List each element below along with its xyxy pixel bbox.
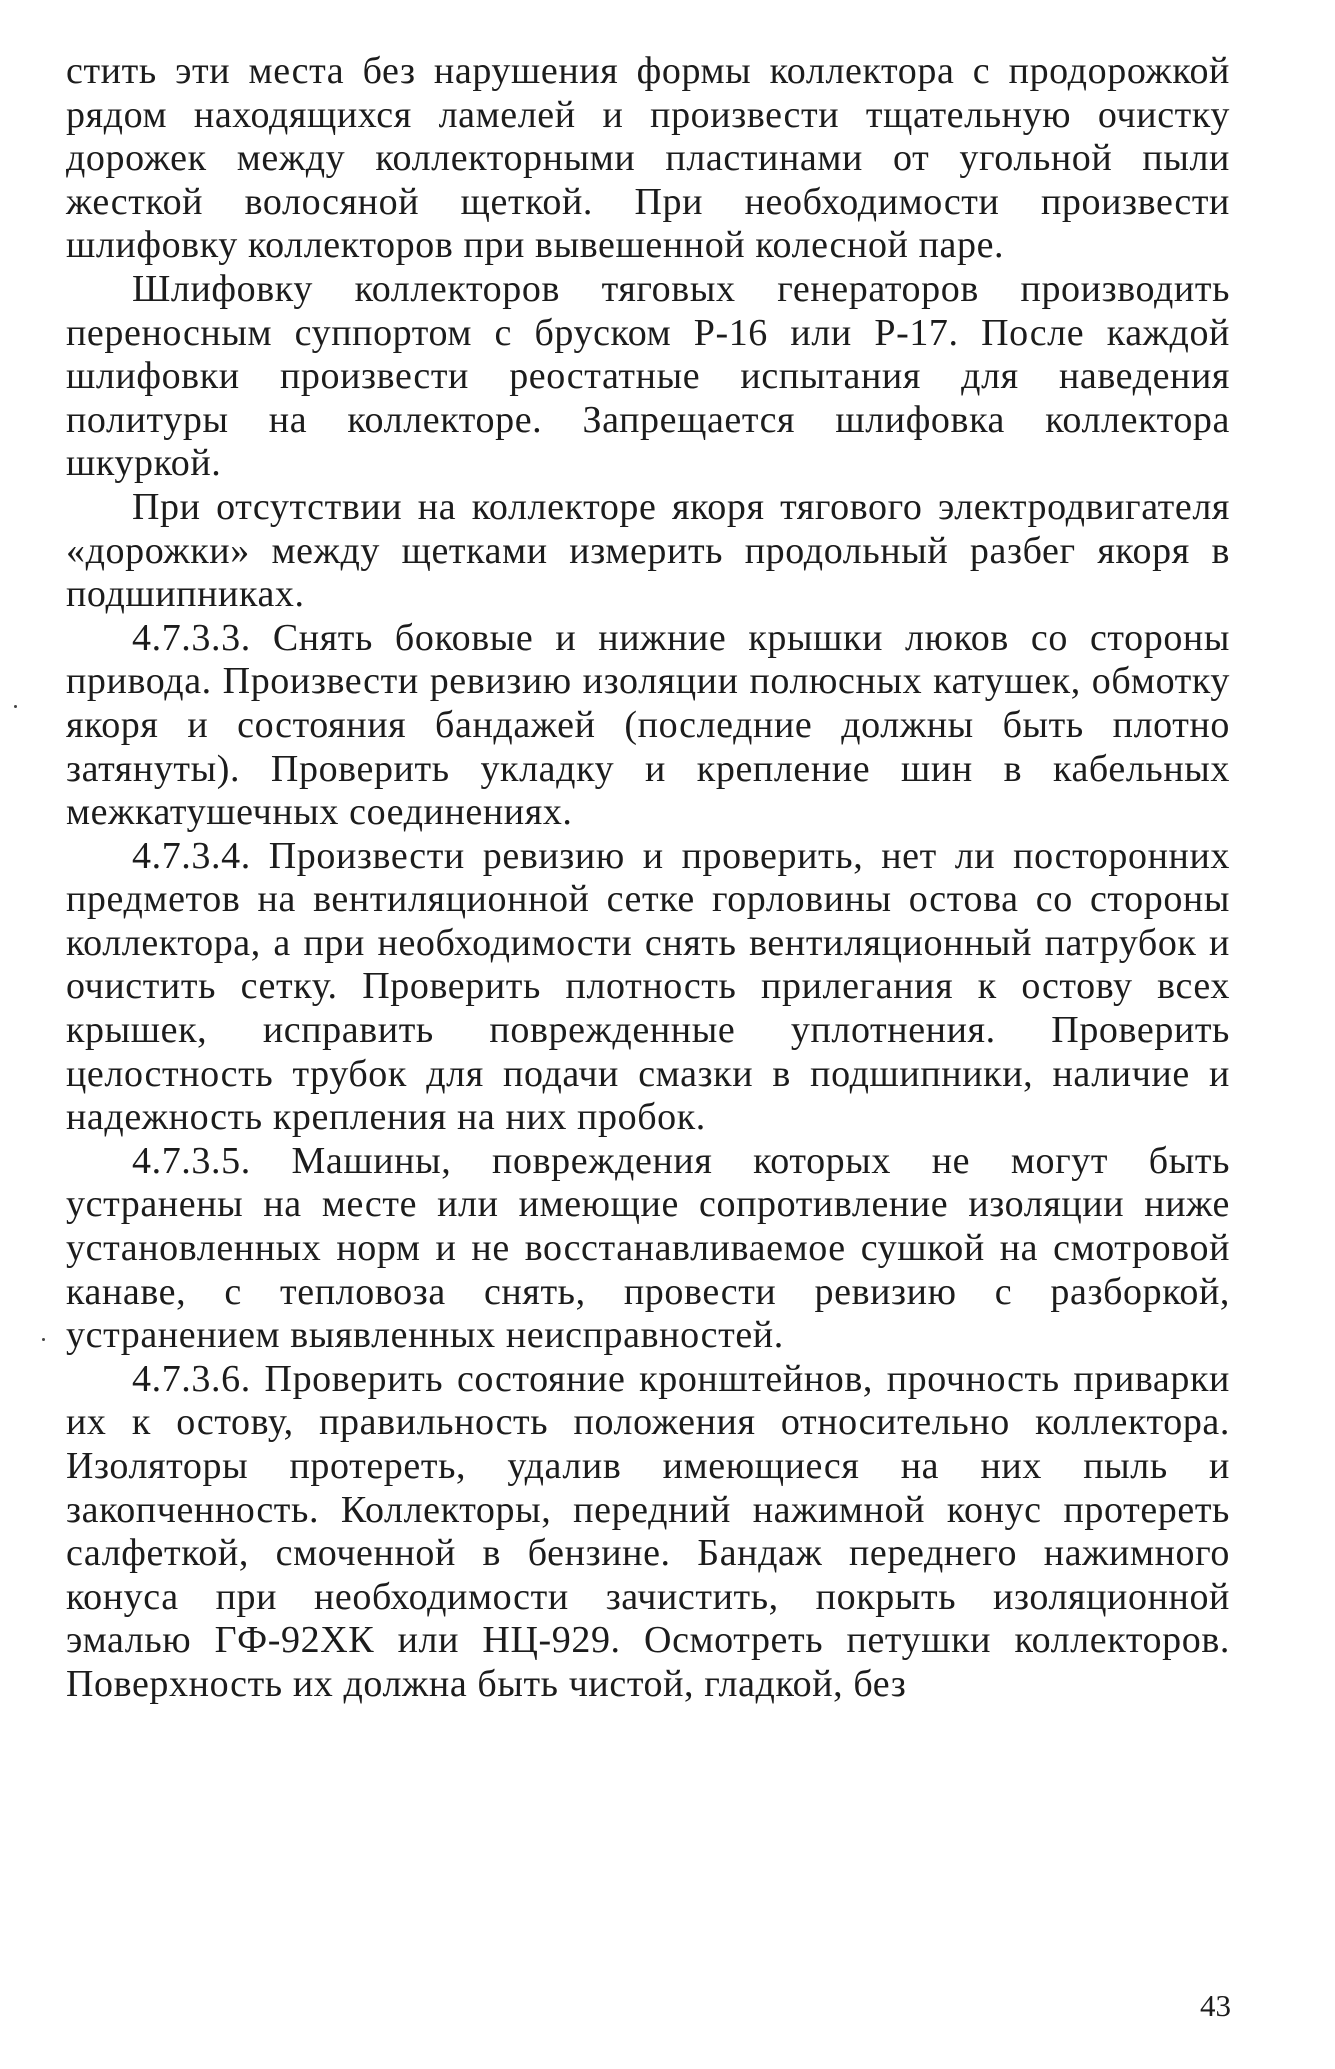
page-number: 43 [1200, 1988, 1231, 2023]
paragraph: Шлифовку коллекторов тяговых генераторов производить переносным суппортом с бруском Р-16 или Р-17. После каждой шлифовки произвести реостатные испытания для наведения политуры на коллекторе. Запрещается шлифовка коллектора шкуркой. [66, 267, 1230, 485]
paragraph: стить эти места без нарушения формы коллектора с продорожкой рядом находящихся ламелей и произвести тщательную очистку дорожек между коллекторными пластинами от угольной пыли жесткой волосяной щеткой. При необходимости произвести шлифовку коллекторов при вывешенной колесной паре. [66, 50, 1230, 267]
paragraph: 4.7.3.5. Машины, повреждения которых не могут быть устранены на месте или имеющие сопротивление изоляции ниже установленных норм и не восстанавливаемое сушкой на смотровой канаве, с тепловоза снять, провести ревизию с разборкой, устранением выявленных неисправностей. [66, 1139, 1230, 1357]
scan-speck [14, 705, 17, 708]
paragraph: 4.7.3.6. Проверить состояние кронштейнов, прочность приварки их к остову, правильность положения относительно коллектора. Изоляторы протереть, удалив имеющиеся на них пыль и закопченность. Коллекторы, передний нажимной конус протереть салфеткой, смоченной в бензине. Бандаж переднего нажимного конуса при необходимости зачистить, покрыть изоляционной эмалью ГФ-92ХК или НЦ-929. Осмотреть петушки коллекторов. Поверхность их должна быть чистой, гладкой, без [66, 1357, 1230, 1705]
paragraph: При отсутствии на коллекторе якоря тягового электродвигателя «дорожки» между щетками измерить продольный разбег якоря в подшипниках. [66, 485, 1230, 616]
paragraph: 4.7.3.4. Произвести ревизию и проверить, нет ли посторонних предметов на вентиляционной сетке горловины остова со стороны коллектора, а при необходимости снять вентиляционный патрубок и очистить сетку. Проверить плотность прилегания к остову всех крышек, исправить поврежденные уплотнения. Проверить целостность трубок для подачи смазки в подшипники, наличие и надежность крепления на них пробок. [66, 834, 1230, 1139]
body-text [66, 50, 1230, 1707]
scan-speck [42, 1338, 45, 1341]
paragraph: 4.7.3.3. Снять боковые и нижние крышки люков со стороны привода. Произвести ревизию изоляции полюсных катушек, обмотку якоря и состояния бандажей (последние должны быть плотно затянуты). Проверить укладку и крепление шин в кабельных межкатушечных соединениях. [66, 616, 1230, 834]
